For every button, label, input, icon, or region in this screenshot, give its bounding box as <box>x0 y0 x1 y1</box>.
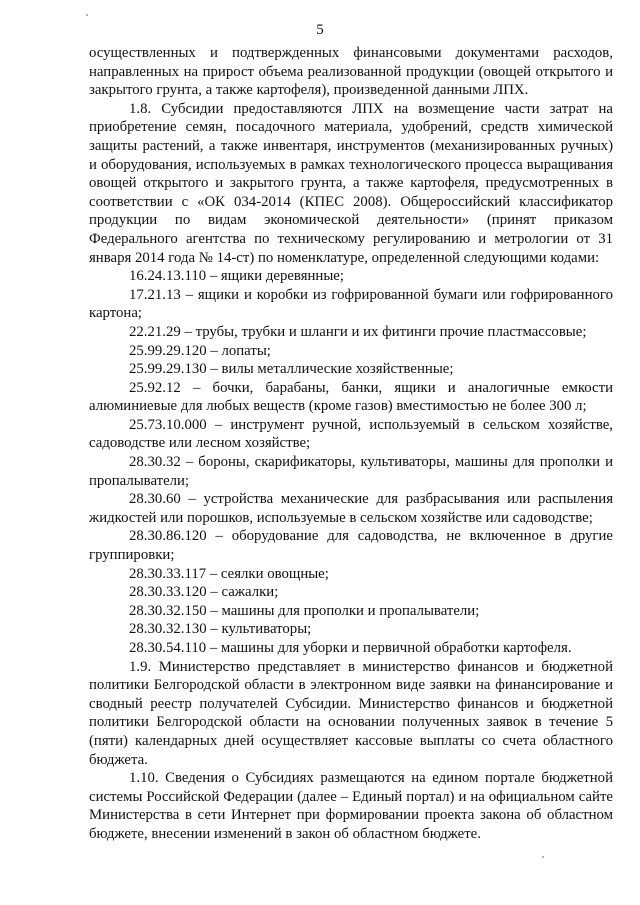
code-item: 17.21.13 – ящики и коробки из гофрированной бумаги или гофрированного картона; <box>89 286 613 322</box>
code-item: 28.30.60 – устройства механические для разбрасывания или распыления жидкостей или порошков, используемые в сельском хозяйстве или садоводстве; <box>89 491 613 526</box>
code-item: 28.30.33.120 – сажалки; <box>129 584 279 601</box>
code-item: 16.24.13.110 – ящики деревянные; <box>129 268 344 285</box>
code-item: 28.30.54.110 – машины для уборки и первичной обработки картофеля. <box>129 640 572 656</box>
scan-speck <box>542 856 544 858</box>
code-item: 25.73.10.000 – инструмент ручной, используемый в сельском хозяйстве, садоводстве или лесном хозяйстве; <box>89 416 613 452</box>
document-body <box>89 44 613 844</box>
paragraph-continuation: осуществленных и подтвержденных финансовыми документами расходов, направленных на прирост объема реализованной продукции (овощей открытого и закрытого грунта, а также картофеля), произведенной данными ЛПХ. <box>89 45 613 99</box>
code-item: 28.30.32.150 – машины для прополки и пропалыватели; <box>129 602 480 619</box>
scan-speck <box>86 14 88 16</box>
paragraph-1-8: 1.8. Субсидии предоставляются ЛПХ на возмещение части затрат на приобретение семян, посадочного материала, удобрений, средств химической защиты растений, а также инвентаря, инструментов (механизированных ручных) и оборудования, используемых в рамках технологического процесса выращивания овощей открытого и закрытого грунта, а также картофеля, предусмотренных в соответствии с «ОК 034-2014 (КПЕС 2008). Общероссийский классификатор продукции по видам экономической деятельности» (принят приказом Федерального агентства по техническому регулированию и метрологии от 31 января 2014 года № 14-ст) по номенклатуре, определенной следующими кодами: <box>89 100 613 266</box>
code-item: 25.99.29.120 – лопаты; <box>129 342 271 359</box>
code-item: 25.92.12 – бочки, барабаны, банки, ящики и аналогичные емкости алюминиевые для любых веществ (кроме газов) вместимостью не более 300 л; <box>89 379 613 415</box>
page-number: 5 <box>316 22 324 38</box>
code-item: 28.30.32.130 – культиваторы; <box>129 621 312 638</box>
paragraph-1-10: 1.10. Сведения о Субсидиях размещаются на едином портале бюджетной системы Российской Федерации (далее – Единый портал) и на официальном сайте Министерства в сети Интернет при формировании проекта закона об областном бюджете, внесении изменений в закон об областном бюджете. <box>89 770 613 842</box>
code-item: 28.30.32 – бороны, скарификаторы, культиваторы, машины для прополки и пропалыватели; <box>89 454 613 489</box>
code-item: 28.30.86.120 – оборудование для садоводства, не включенное в другие группировки; <box>89 528 613 564</box>
paragraph-1-9: 1.9. Министерство представляет в министерство финансов и бюджетной политики Белгородской области в электронном виде заявки на финансирование и сводный реестр получателей Субсидии. Министерство финансов и бюджетной политики Белгородской области на основании полученных заявок в течение 5 (пяти) календарных дней осуществляет кассовые выплаты со счета областного бюджета. <box>89 658 613 768</box>
code-item: 28.30.33.117 – сеялки овощные; <box>129 565 329 582</box>
code-item: 25.99.29.130 – вилы металлические хозяйственные; <box>129 361 454 378</box>
code-item: 22.21.29 – трубы, трубки и шланги и их фитинги прочие пластмассовые; <box>129 323 587 340</box>
